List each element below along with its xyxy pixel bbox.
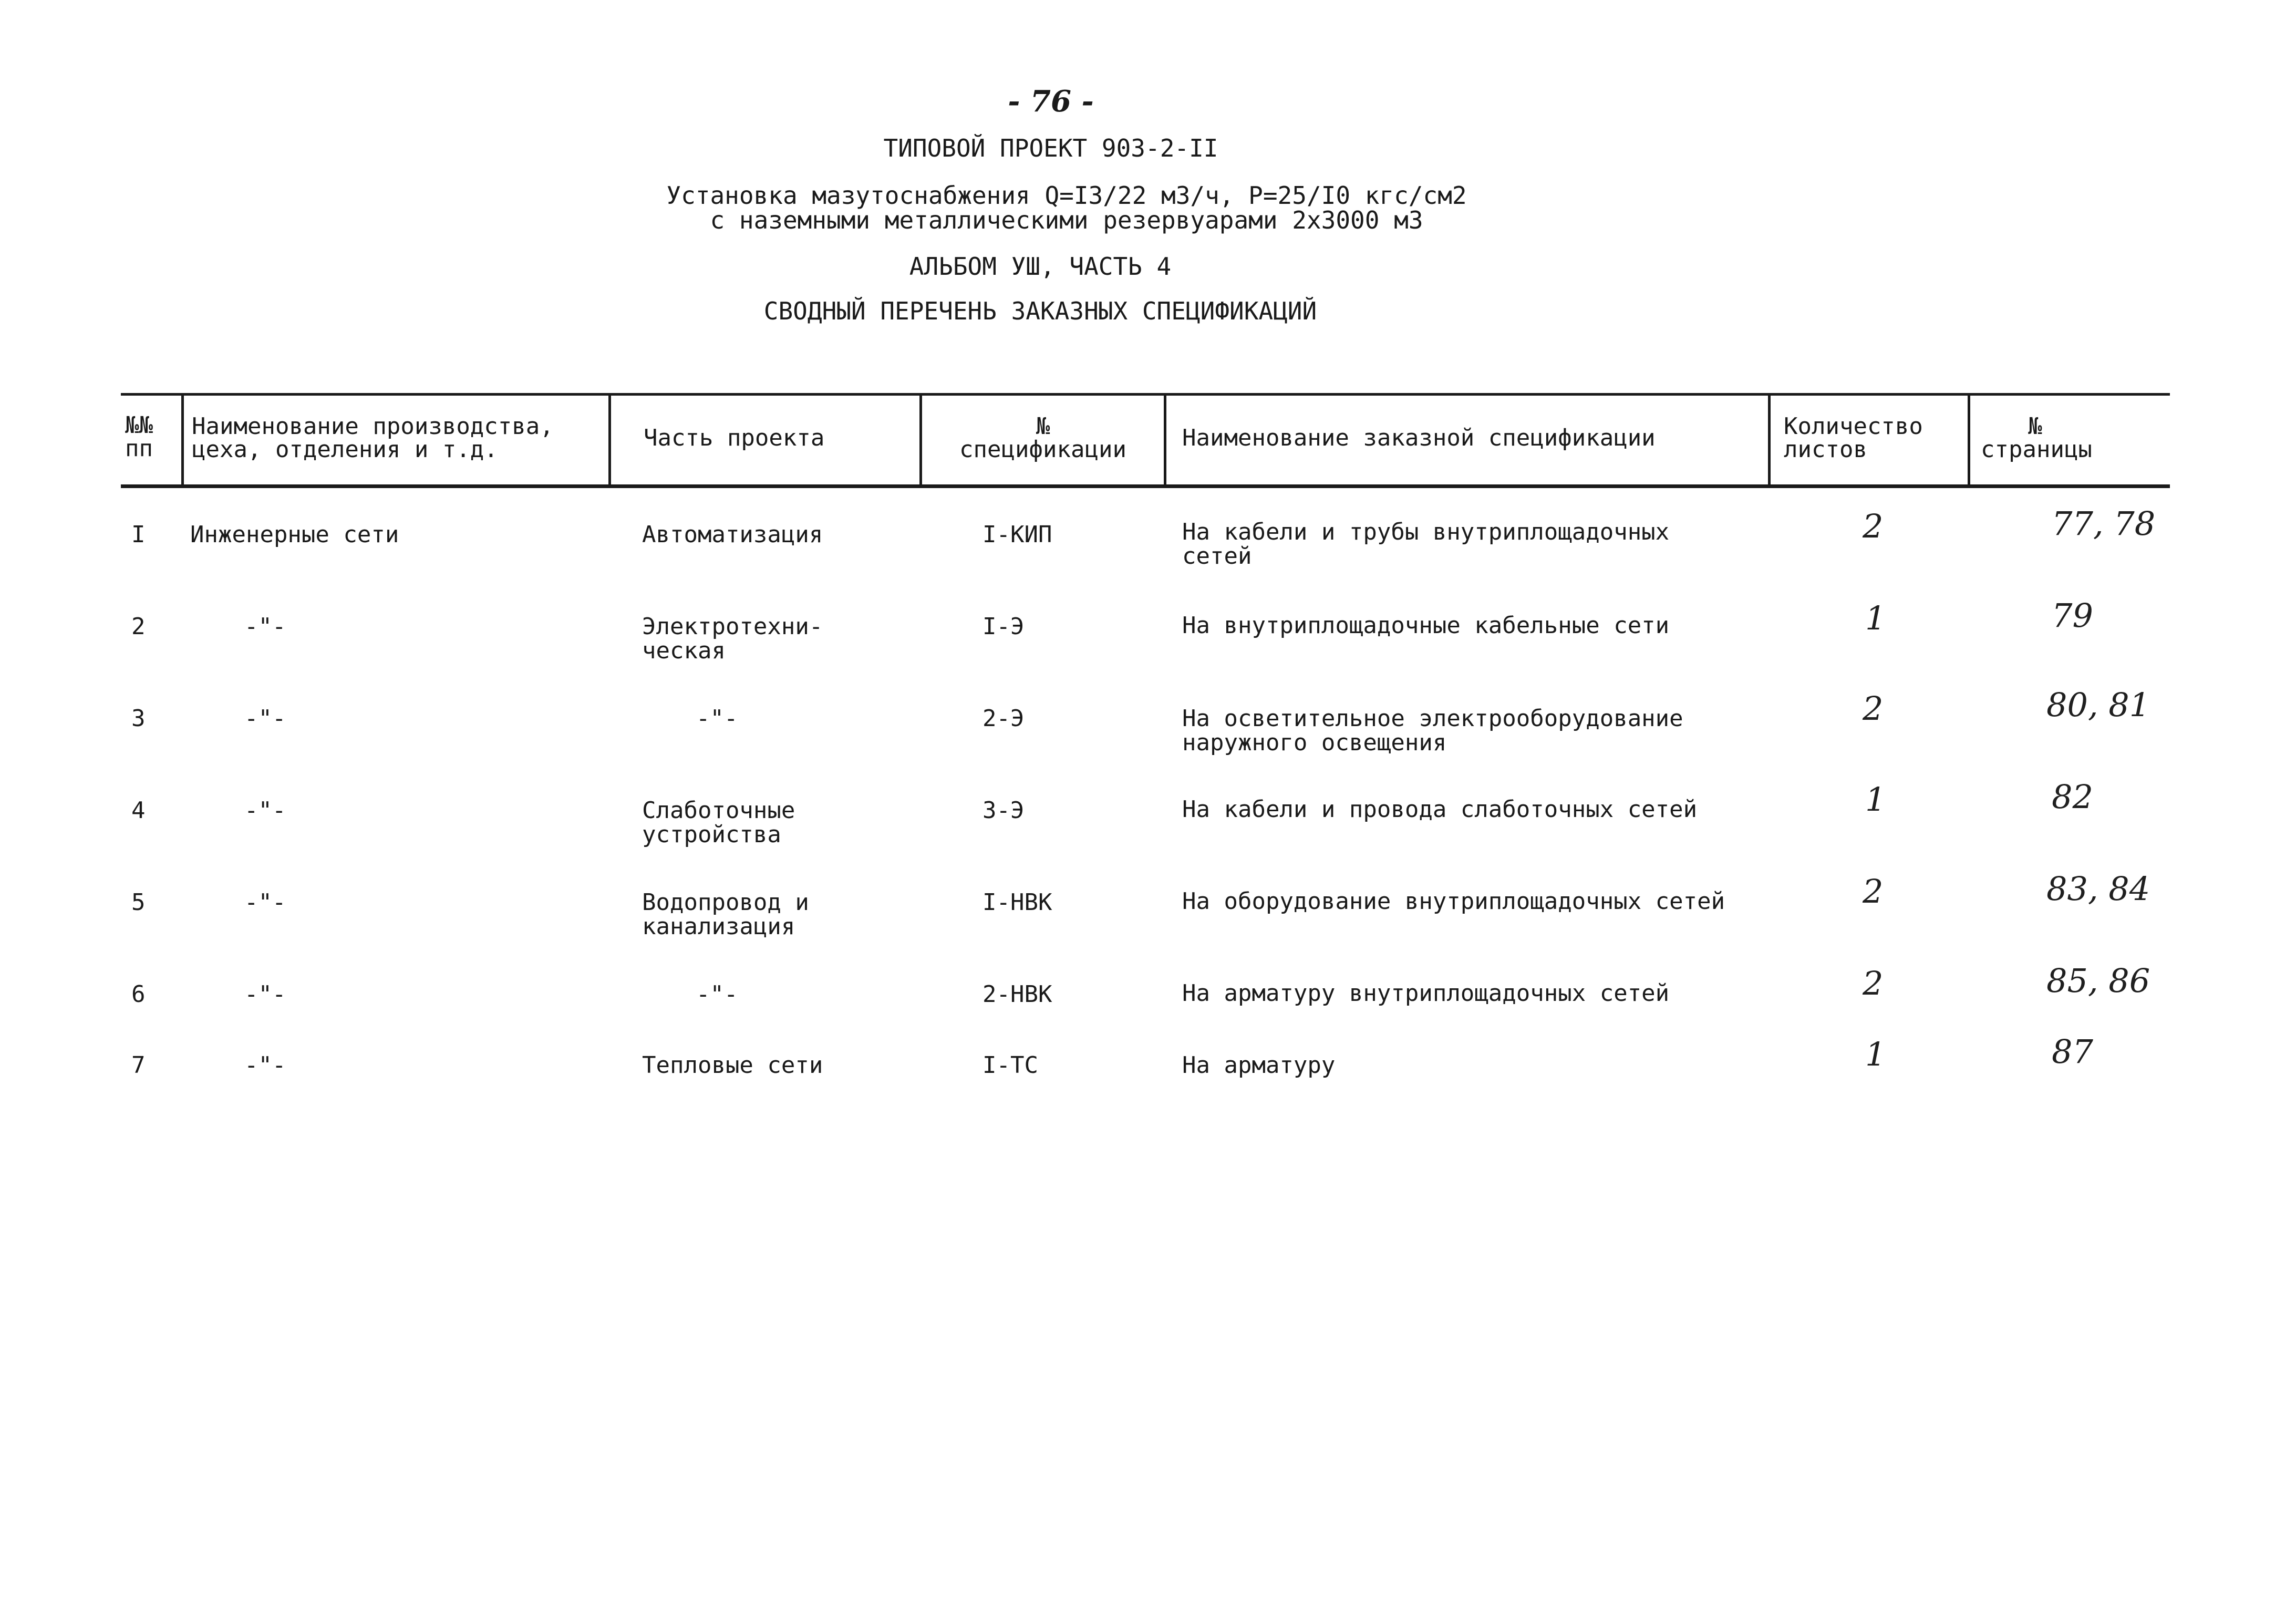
row-sheets: 1 <box>1865 780 1886 819</box>
row-spec-name <box>1182 707 1683 755</box>
cell-line: канализация <box>642 913 795 940</box>
row-spec-name <box>1182 1053 1335 1078</box>
row-number: 2 <box>131 613 146 640</box>
header-line: цеха, отделения и т.д. <box>192 436 498 463</box>
row-pages: 77, 78 <box>2052 504 2156 543</box>
row-spec-number: I-НВК <box>982 889 1052 916</box>
row-pages: 85, 86 <box>2046 961 2150 1000</box>
row-pages: 82 <box>2052 778 2093 816</box>
cell-line: -"- <box>696 981 738 1008</box>
list-title: СВОДНЫЙ ПЕРЕЧЕНЬ ЗАКАЗНЫХ СПЕЦИФИКАЦИЙ <box>763 297 1317 325</box>
row-number: I <box>131 521 146 548</box>
row-part <box>696 707 738 731</box>
row-production: Инженерные сети <box>190 521 399 548</box>
cell-line: На внутриплощадочные кабельные сети <box>1182 612 1670 639</box>
row-part <box>642 891 809 939</box>
album-label: АЛЬБОМ УШ, ЧАСТЬ 4 <box>909 252 1172 281</box>
row-spec-name <box>1182 890 1725 914</box>
header-line: № <box>2028 413 2042 440</box>
row-production: -"- <box>244 705 286 732</box>
cell-line: ческая <box>642 637 726 664</box>
column-divider <box>1164 393 1166 488</box>
column-divider <box>1768 393 1771 488</box>
header-line: Часть проекта <box>644 425 825 451</box>
cell-line: Электротехни- <box>642 613 823 640</box>
row-pages: 80, 81 <box>2046 686 2150 724</box>
column-divider <box>608 393 611 488</box>
row-part <box>696 983 738 1007</box>
column-header-spec-number <box>938 415 1148 461</box>
table-header-bottom-rule <box>121 484 2170 488</box>
table-top-rule <box>121 393 2170 396</box>
cell-line: сетей <box>1182 543 1252 570</box>
row-sheets: 2 <box>1863 507 1884 545</box>
cell-line: устройства <box>642 821 781 848</box>
column-header-production <box>192 415 554 461</box>
row-production: -"- <box>244 613 286 640</box>
header-line: Наименование заказной спецификации <box>1182 425 1656 451</box>
row-spec-name <box>1182 520 1669 568</box>
header-line: пп <box>125 435 153 462</box>
row-spec-number: I-Э <box>982 613 1025 640</box>
column-divider <box>919 393 922 488</box>
header-line: Количество <box>1784 413 1923 440</box>
row-part <box>642 799 795 847</box>
cell-line: На арматуру <box>1182 1052 1336 1079</box>
row-production: -"- <box>244 1052 286 1079</box>
row-spec-number: 2-НВК <box>982 981 1052 1008</box>
row-number: 7 <box>131 1052 146 1079</box>
row-production: -"- <box>244 797 286 824</box>
row-part <box>642 1053 823 1078</box>
column-divider <box>181 393 184 488</box>
cell-line: наружного освещения <box>1182 729 1447 756</box>
cell-line: Водопровод и <box>642 889 809 916</box>
row-spec-name <box>1182 614 1669 638</box>
cell-line: Автоматизация <box>642 521 823 548</box>
row-spec-name <box>1182 981 1669 1006</box>
row-sheets: 1 <box>1865 599 1886 637</box>
row-number: 5 <box>131 889 146 916</box>
row-sheets: 1 <box>1865 1035 1886 1073</box>
row-sheets: 2 <box>1863 964 1884 1002</box>
row-number: 4 <box>131 797 146 824</box>
row-production: -"- <box>244 889 286 916</box>
project-title: ТИПОВОЙ ПРОЕКТ 903-2-II <box>883 134 1218 162</box>
project-subtitle-line-2: с наземными металлическими резервуарами 2х3000 м3 <box>710 206 1423 234</box>
header-line: спецификации <box>959 436 1126 463</box>
row-spec-number: 3-Э <box>982 797 1025 824</box>
cell-line: -"- <box>696 705 738 732</box>
header-line: Наименование производства, <box>192 413 554 440</box>
row-spec-number: 2-Э <box>982 705 1025 732</box>
row-spec-name <box>1182 798 1697 822</box>
row-part <box>642 523 823 547</box>
row-spec-number: I-ТС <box>982 1052 1038 1079</box>
cell-line: На арматуру внутриплощадочных сетей <box>1182 980 1670 1007</box>
row-number: 6 <box>131 981 146 1008</box>
cell-line: На кабели и провода слаботочных сетей <box>1182 796 1698 823</box>
row-spec-number: I-КИП <box>982 521 1052 548</box>
column-header-spec-name <box>1182 427 1656 450</box>
row-part <box>642 615 823 663</box>
row-pages: 87 <box>2052 1032 2093 1071</box>
cell-line: Слаботочные <box>642 797 795 824</box>
project-subtitle-line-1: Установка мазутоснабжения Q=I3/22 м3/ч, P=25/I0 кгс/см2 <box>666 181 1467 210</box>
row-sheets: 2 <box>1863 689 1884 728</box>
row-pages: 79 <box>2052 596 2093 635</box>
cell-line: Тепловые сети <box>642 1052 823 1079</box>
cell-line: На осветительное электрооборудование <box>1182 705 1683 732</box>
cell-line: На кабели и трубы внутриплощадочных <box>1182 519 1670 545</box>
cell-line: На оборудование внутриплощадочных сетей <box>1182 888 1725 915</box>
column-header-number <box>125 414 153 460</box>
row-production: -"- <box>244 981 286 1008</box>
header-line: страницы <box>1981 436 2092 463</box>
column-header-sheets <box>1784 415 1923 461</box>
row-number: 3 <box>131 705 146 732</box>
column-header-page <box>1981 415 2092 461</box>
header-line: №№ <box>125 412 153 439</box>
column-divider <box>1968 393 1970 488</box>
header-line: № <box>1036 413 1050 440</box>
row-pages: 83, 84 <box>2046 870 2150 908</box>
header-line: листов <box>1784 436 1867 463</box>
row-sheets: 2 <box>1863 872 1884 911</box>
page-number: - 76 - <box>1008 84 1094 119</box>
column-header-part <box>644 427 824 450</box>
